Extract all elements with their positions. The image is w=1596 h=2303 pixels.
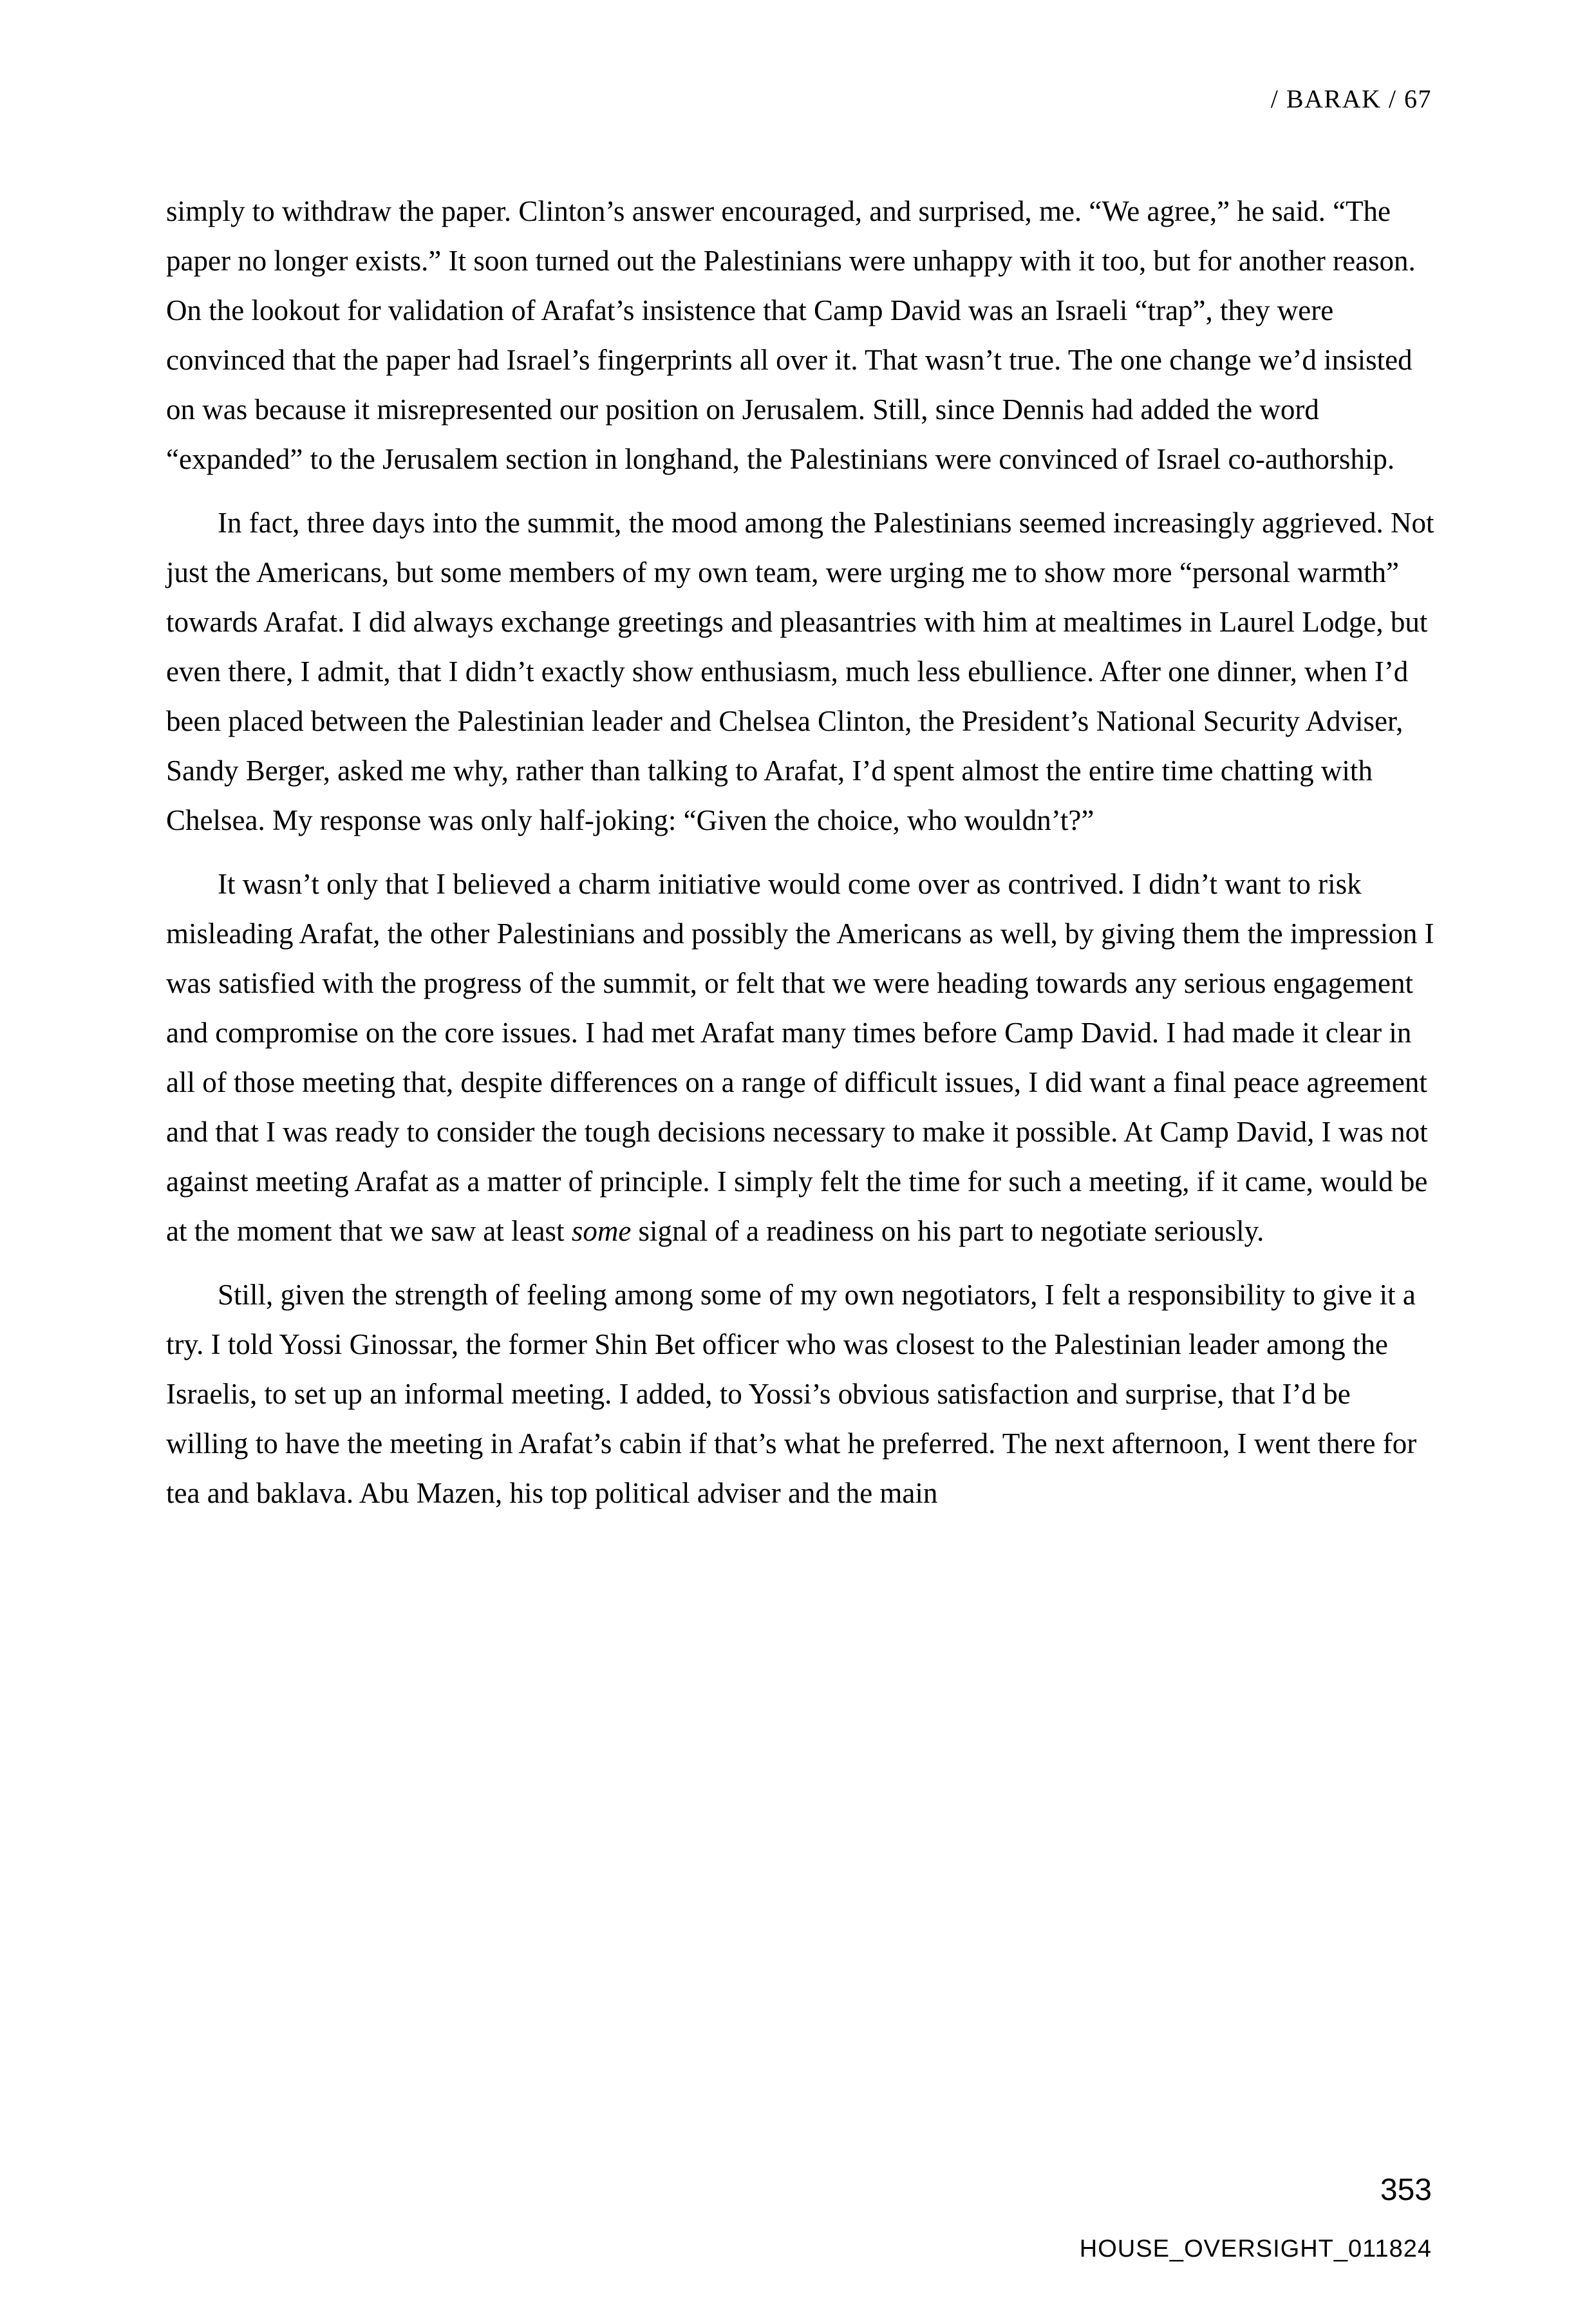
running-head: / BARAK / 67 [1270,84,1432,113]
page-number: 353 [1380,2173,1432,2207]
paragraph: simply to withdraw the paper. Clinton’s answer encouraged, and surprised, me. “We agree,” he said. “The paper no longer exists.” It soon turned out the Palestinians were unhappy with it too, but for another reason. On the lookout for validation of Arafat’s insistence that Camp David was an Israeli “trap”, they were convinced that the paper had Israel’s fingerprints all over it. That wasn’t true. The one change we’d insisted on was because it misrepresented our position on Jerusalem. Still, since Dennis had added the word “expanded” to the Jerusalem section in longhand, the Palestinians were convinced of Israel co-authorship. [166,195,1416,475]
paragraph-text-part: signal of a readiness on his part to negotiate seriously. [631,1215,1264,1247]
bates-stamp: HOUSE_OVERSIGHT_011824 [1079,2235,1432,2262]
paragraph: Still, given the strength of feeling among some of my own negotiators, I felt a responsibility to give it a try. I told Yossi Ginossar, the former Shin Bet officer who was closest to the Palestinian leader among the Israelis, to set up an informal meeting. I added, to Yossi’s obvious satisfaction and surprise, that I’d be willing to have the meeting in Arafat’s cabin if that’s what he preferred. The next afternoon, I went there for tea and baklava. Abu Mazen, his top political adviser and the main [166,1279,1417,1509]
body-text-column [166,187,1438,1532]
paragraph: In fact, three days into the summit, the mood among the Palestinians seemed increasingly aggrieved. Not just the Americans, but some members of my own team, were urging me to show more “personal warmth” towards Arafat. I did always exchange greetings and pleasantries with him at mealtimes in Laurel Lodge, but even there, I admit, that I didn’t exactly show enthusiasm, much less ebullience. After one dinner, when I’d been placed between the Palestinian leader and Chelsea Clinton, the President’s National Security Adviser, Sandy Berger, asked me why, rather than talking to Arafat, I’d spent almost the entire time chatting with Chelsea. My response was only half-joking: “Given the choice, who wouldn’t?” [166,507,1434,836]
paragraph-text-part: It wasn’t only that I believed a charm initiative would come over as contrived. I didn’t want to risk misleading Arafat, the other Palestinians and possibly the Americans as well, by giving them the impression I was satisfied with the progress of the summit, or felt that we were heading towards any serious engagement and compromise on the core issues. I had met Arafat many times before Camp David. I had made it clear in all of those meeting that, despite differences on a range of difficult issues, I did want a final peace agreement and that I was ready to consider the tough decisions necessary to make it possible. At Camp David, I was not against meeting Arafat as a matter of principle. I simply felt the time for such a meeting, if it came, would be at the moment that we saw at least [166,868,1434,1247]
paragraph [166,860,1438,1256]
emphasis-text: some [571,1215,632,1247]
